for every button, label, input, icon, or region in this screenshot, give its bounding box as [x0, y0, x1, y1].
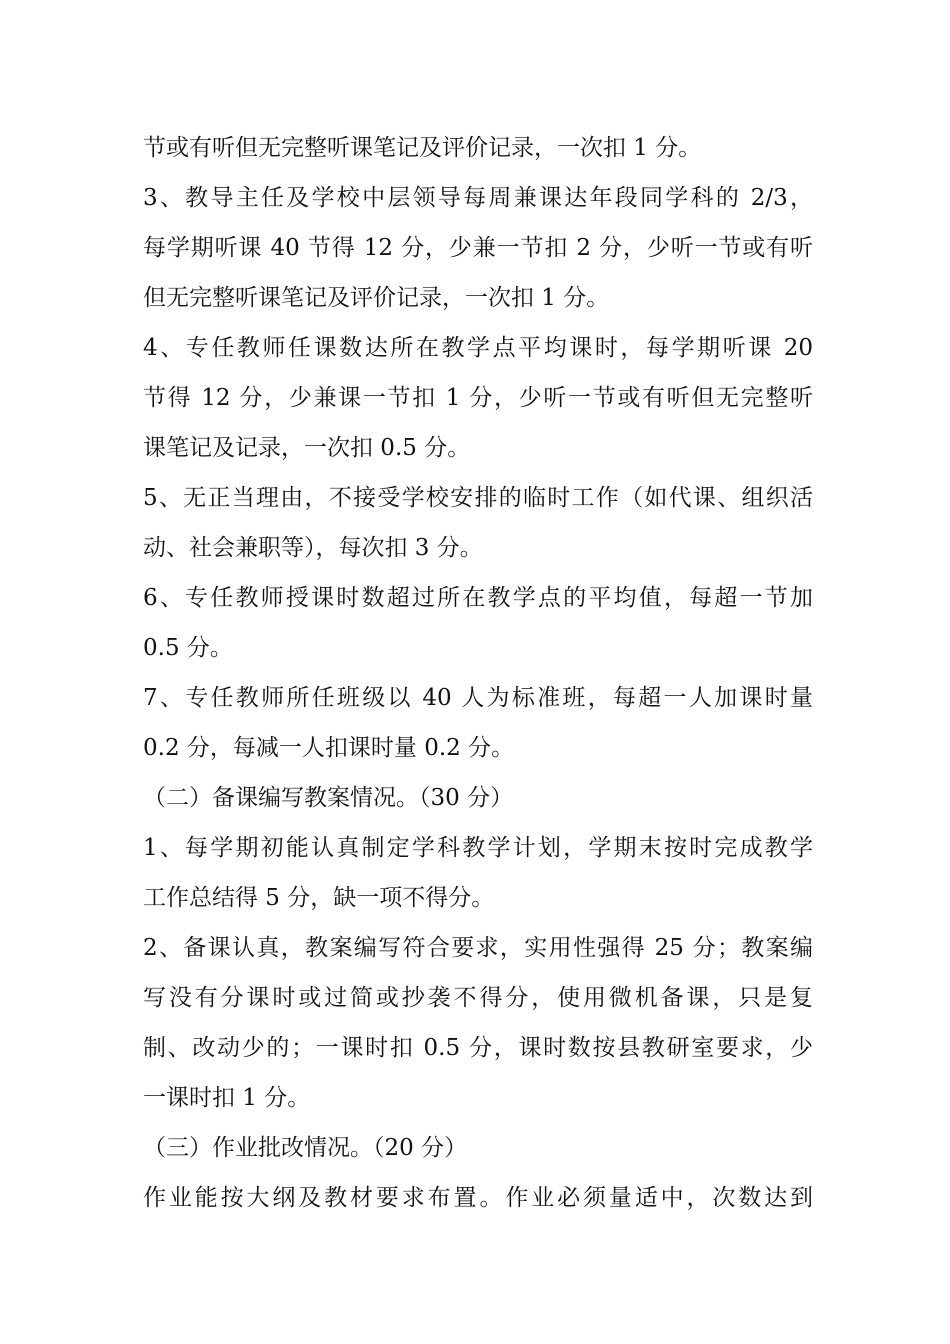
- text-line: 0.5 分。: [143, 635, 233, 661]
- text-line: 5、无正当理由，不接受学校安排的临时工作（如代课、组织活: [143, 485, 813, 511]
- text-line: 工作总结得 5 分，缺一项不得分。: [143, 885, 495, 911]
- text-line: 节或有听但无完整听课笔记及评价记录，一次扣 1 分。: [143, 135, 702, 161]
- text-line: 写没有分课时或过简或抄袭不得分，使用微机备课，只是复: [143, 985, 813, 1011]
- section-heading: （二）备课编写教案情况。（30 分）: [143, 785, 514, 811]
- text-line: 一课时扣 1 分。: [143, 1085, 311, 1111]
- text-line: 4、专任教师任课数达所在教学点平均课时，每学期听课 20: [143, 335, 813, 361]
- text-line: 制、改动少的；一课时扣 0.5 分，课时数按县教研室要求，少: [143, 1035, 813, 1061]
- text-line: 课笔记及记录，一次扣 0.5 分。: [143, 435, 471, 461]
- text-line: 1、每学期初能认真制定学科教学计划，学期末按时完成教学: [143, 835, 813, 861]
- text-line: 7、专任教师所任班级以 40 人为标准班，每超一人加课时量: [143, 685, 813, 711]
- text-line: 0.2 分，每减一人扣课时量 0.2 分。: [143, 735, 515, 761]
- text-line: 每学期听课 40 节得 12 分，少兼一节扣 2 分，少听一节或有听: [143, 235, 813, 261]
- text-line: 3、教导主任及学校中层领导每周兼课达年段同学科的 2/3，: [143, 185, 813, 211]
- text-line: 6、专任教师授课时数超过所在教学点的平均值，每超一节加: [143, 585, 813, 611]
- section-heading: （三）作业批改情况。（20 分）: [143, 1135, 468, 1161]
- text-line: 但无完整听课笔记及评价记录，一次扣 1 分。: [143, 285, 610, 311]
- text-line: 节得 12 分，少兼课一节扣 1 分，少听一节或有听但无完整听: [143, 385, 813, 411]
- text-line: 2、备课认真，教案编写符合要求，实用性强得 25 分；教案编: [143, 935, 813, 961]
- text-line: 作业能按大纲及教材要求布置。作业必须量适中，次数达到: [143, 1185, 813, 1211]
- text-line: 动、社会兼职等），每次扣 3 分。: [143, 535, 483, 561]
